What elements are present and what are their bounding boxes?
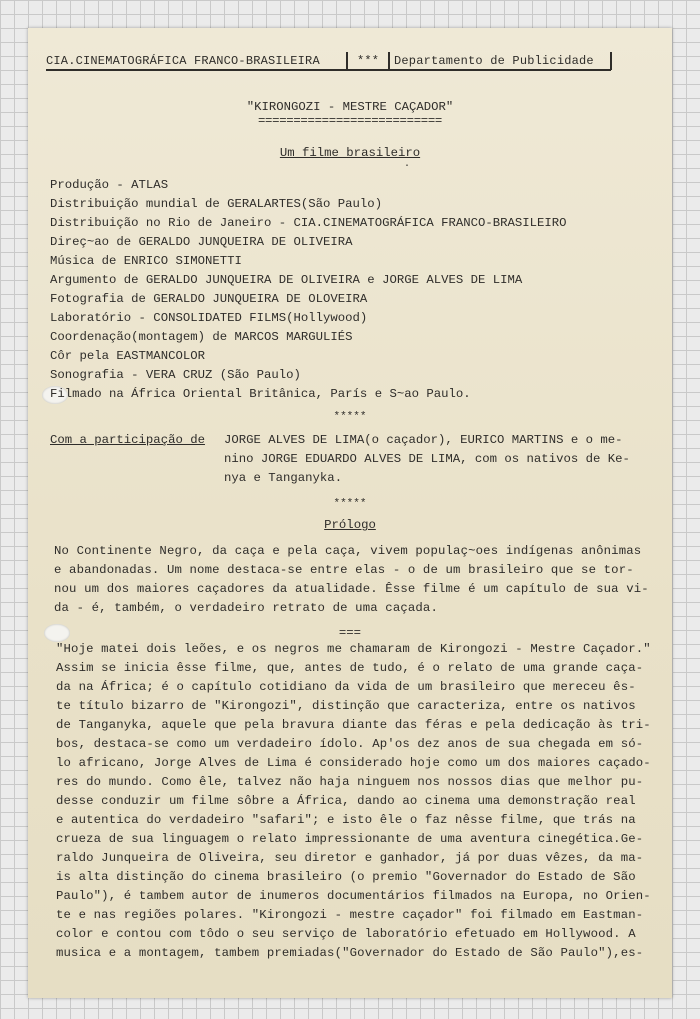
letterhead-stars: *** bbox=[357, 54, 380, 68]
prologue-line-2: e abandonadas. Um nome destaca-se entre elas - o de um brasileiro que se tor- bbox=[54, 563, 634, 577]
credit-world-distribution: Distribuição mundial de GERALARTES(São Paulo) bbox=[50, 197, 383, 211]
credit-photography: Fotografia de GERALDO JUNQUEIRA DE OLOVEIRA bbox=[50, 292, 368, 306]
participation-label: Com a participação de bbox=[50, 433, 205, 447]
body-line-5: de Tanganyka, aquele que pela bravura diante das féras e pela dedicação às tri- bbox=[56, 718, 651, 732]
document-subtitle: Um filme brasileiro bbox=[279, 146, 421, 160]
letterhead-divider-right bbox=[610, 52, 612, 70]
letterhead-divider-left bbox=[346, 52, 348, 70]
body-line-11: crueza de sua linguagem o relato impressionante de uma aventura cinegética.Ge- bbox=[56, 832, 644, 846]
document-page bbox=[28, 28, 672, 998]
participation-line-1: JORGE ALVES DE LIMA(o caçador), EURICO MARTINS e o me- bbox=[224, 433, 623, 447]
separator-stars-2: ***** bbox=[333, 498, 367, 510]
credit-music: Música de ENRICO SIMONETTI bbox=[50, 254, 242, 268]
letterhead-company: CIA.CINEMATOGRÁFICA FRANCO-BRASILEIRA bbox=[46, 54, 320, 68]
letterhead-divider-mid bbox=[388, 52, 390, 70]
title-double-rule: ========================== bbox=[257, 114, 443, 128]
credit-laboratory: Laboratório - CONSOLIDATED FILMS(Hollywood) bbox=[50, 311, 368, 325]
body-line-13: is alta distinção do cinema brasileiro (o premio "Governador do Estado de São bbox=[56, 870, 636, 884]
document-title: "KIRONGOZI - MESTRE CAÇADOR" bbox=[246, 100, 454, 114]
stray-dot: . bbox=[404, 159, 411, 170]
body-line-4: te título bizarro de "Kirongozi", distinção que caracteriza, entre os nativos bbox=[56, 699, 636, 713]
credit-story: Argumento de GERALDO JUNQUEIRA DE OLIVEIRA e JORGE ALVES DE LIMA bbox=[50, 273, 523, 287]
credit-filmed-in: Filmado na África Oriental Britânica, París e S~ao Paulo. bbox=[50, 387, 471, 401]
credit-color: Côr pela EASTMANCOLOR bbox=[50, 349, 205, 363]
prologue-line-4: da - é, também, o verdadeiro retrato de uma caçada. bbox=[54, 601, 438, 615]
credit-editing: Coordenação(montagem) de MARCOS MARGULIÉS bbox=[50, 330, 353, 344]
body-line-3: da na África; é o capítulo cotidiano da vida de um brasileiro que mereceu ês- bbox=[56, 680, 636, 694]
prologue-line-3: nou um dos maiores caçadores da atualidade. Êsse filme é um capítulo de sua vi- bbox=[54, 582, 649, 596]
participation-line-3: nya e Tanganyka. bbox=[224, 471, 343, 485]
body-line-14: Paulo"), é tambem autor de inumeros documentários filmados na Europa, no Orien- bbox=[56, 889, 651, 903]
prologue-heading: Prólogo bbox=[324, 518, 376, 532]
body-line-9: desse conduzir um filme sôbre a África, dando ao cinema uma demonstração real bbox=[56, 794, 636, 808]
body-line-2: Assim se inicia êsse filme, que, antes de tudo, é o relato de uma grande caça- bbox=[56, 661, 644, 675]
body-line-15: te e nas regiões polares. "Kirongozi - mestre caçador" foi filmado em Eastman- bbox=[56, 908, 644, 922]
prologue-line-1: No Continente Negro, da caça e pela caça, vivem populaç~oes indígenas anônimas bbox=[54, 544, 642, 558]
credit-rio-distribution: Distribuição no Rio de Janeiro - CIA.CINEMATOGRÁFICA FRANCO-BRASILEIRO bbox=[50, 216, 567, 230]
body-line-8: res do mundo. Como êle, talvez não haja ninguem nos nossos dias que melhor pu- bbox=[56, 775, 644, 789]
body-line-7: lo africano, Jorge Alves de Lima é considerado hoje como um dos maiores caçado- bbox=[56, 756, 651, 770]
credit-direction: Direç~ao de GERALDO JUNQUEIRA DE OLIVEIRA bbox=[50, 235, 353, 249]
participation-line-2: nino JORGE EDUARDO ALVES DE LIMA, com os nativos de Ke- bbox=[224, 452, 630, 466]
body-line-1: "Hoje matei dois leões, e os negros me chamaram de Kirongozi - Mestre Caçador." bbox=[56, 642, 651, 656]
body-line-17: musica e a montagem, tambem premiadas("Governador do Estado de São Paulo"),es- bbox=[56, 946, 644, 960]
separator-stars-1: ***** bbox=[333, 411, 367, 423]
credit-sound: Sonografia - VERA CRUZ (São Paulo) bbox=[50, 368, 301, 382]
separator-equals: === bbox=[338, 626, 362, 640]
letterhead-underline bbox=[46, 69, 611, 71]
credit-production: Produção - ATLAS bbox=[50, 178, 169, 192]
body-line-16: color e contou com tôdo o seu serviço de laboratório efetuado em Hollywood. A bbox=[56, 927, 636, 941]
body-line-12: raldo Junqueira de Oliveira, seu diretor e ganhador, já por duas vêzes, da ma- bbox=[56, 851, 644, 865]
letterhead-department: Departamento de Publicidade bbox=[394, 54, 594, 68]
body-line-6: bos, destaca-se como um verdadeiro ídolo. Ap'os dez anos de sua chegada em só- bbox=[56, 737, 644, 751]
body-line-10: e autentica do verdadeiro "safari"; e isto êle o faz nêsse filme, que trás na bbox=[56, 813, 636, 827]
